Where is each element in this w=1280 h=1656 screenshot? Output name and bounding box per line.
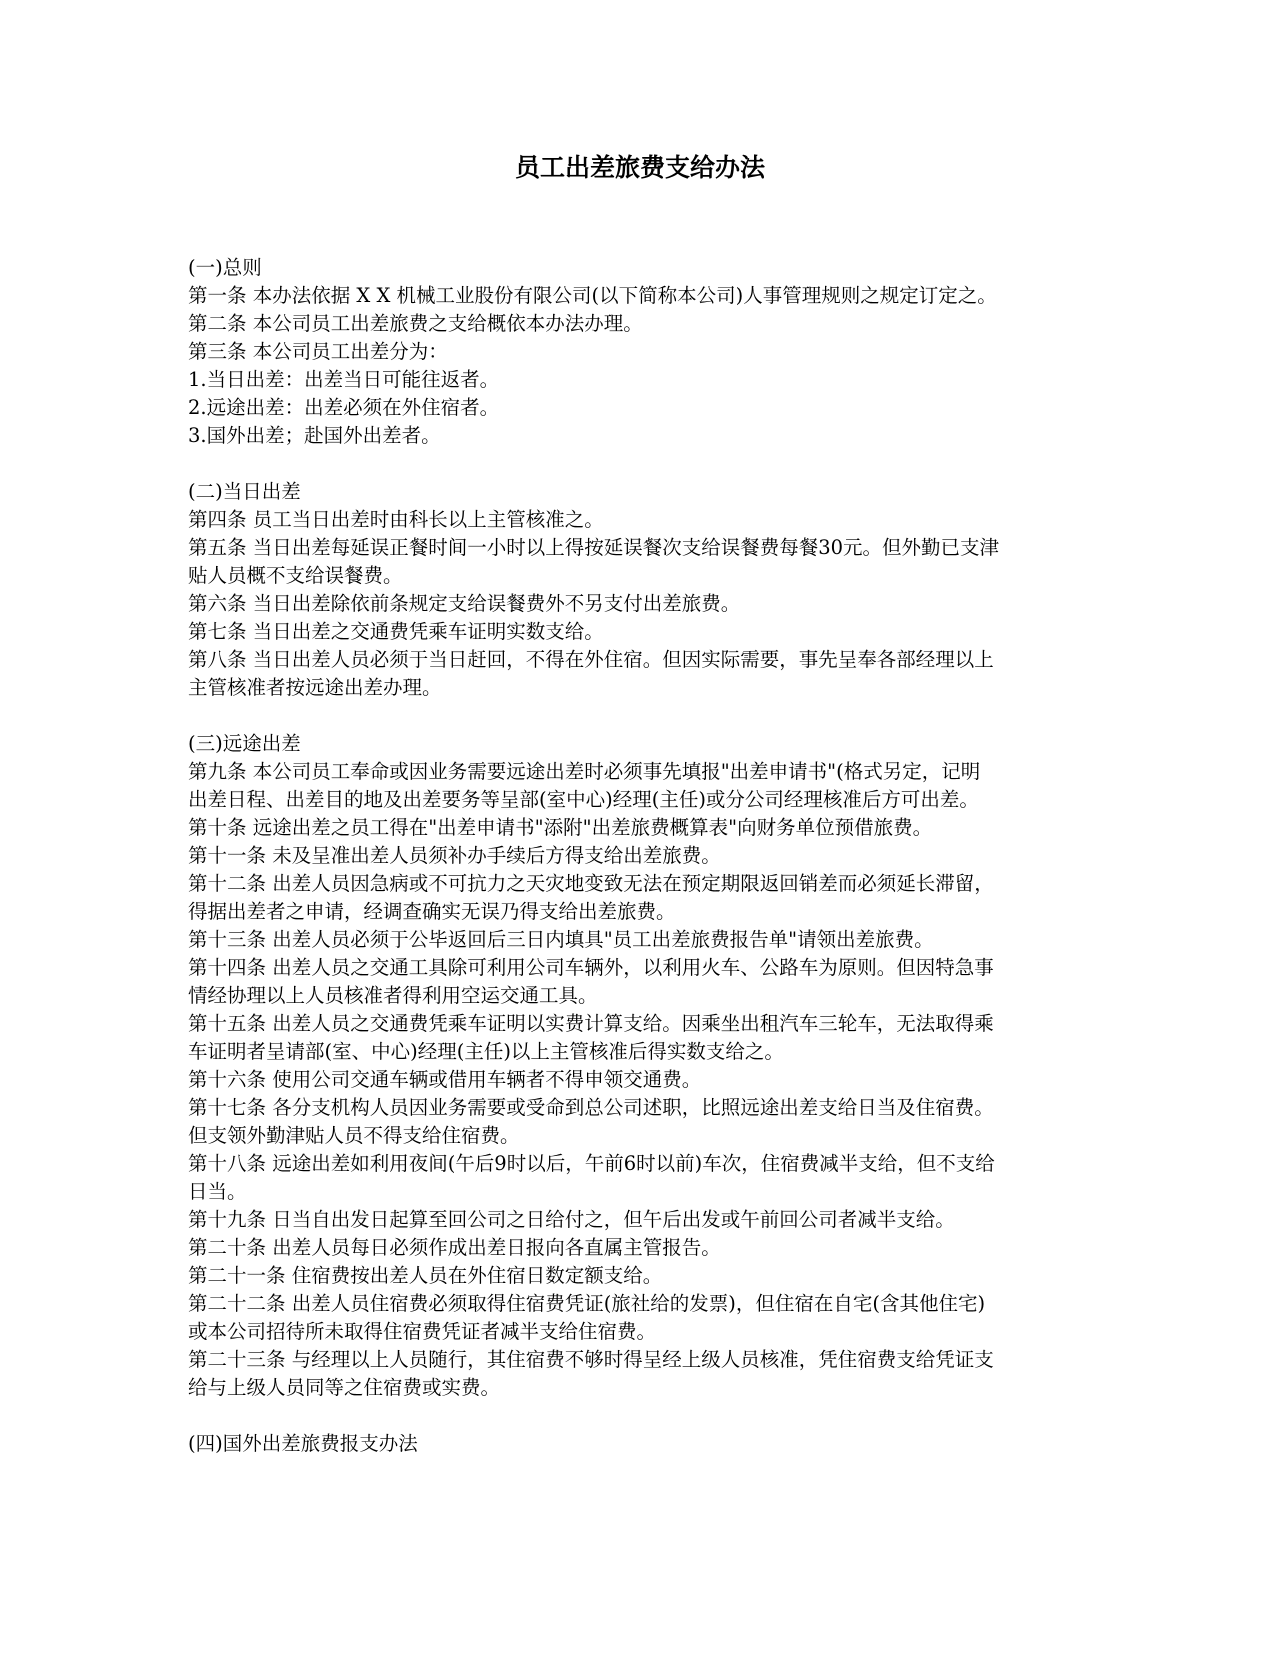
section-gap — [188, 450, 1093, 478]
article-line: 第二十条 出差人员每日必须作成出差日报向各直属主管报告。 — [188, 1236, 721, 1259]
article-line: 第十九条 日当自出发日起算至回公司之日给付之，但午后出发或午前回公司者减半支给。 — [188, 1208, 955, 1231]
article-line: 第七条 当日出差之交通费凭乘车证明实数支给。 — [188, 620, 604, 643]
article-line: 第五条 当日出差每延误正餐时间一小时以上得按延误餐次支给误餐费每餐30元。但外勤已支津 — [188, 536, 1000, 559]
article-line: 1.当日出差：出差当日可能往返者。 — [188, 368, 500, 391]
article-line: 第二十二条 出差人员住宿费必须取得住宿费凭证(旅社给的发票)，但住宿在自宅(含其他住宅) — [188, 1292, 986, 1315]
article-line: 情经协理以上人员核准者得利用空运交通工具。 — [188, 984, 598, 1007]
section-heading: (一)总则 — [188, 256, 262, 279]
article-line: 第一条 本办法依据 X X 机械工业股份有限公司(以下简称本公司)人事管理规则之规定订定之。 — [188, 284, 997, 307]
article-line: 第二十一条 住宿费按出差人员在外住宿日数定额支给。 — [188, 1264, 663, 1287]
article-line: 第十一条 未及呈准出差人员须补办手续后方得支给出差旅费。 — [188, 844, 721, 867]
article-line: 或本公司招待所未取得住宿费凭证者减半支给住宿费。 — [188, 1320, 657, 1343]
article-line: 第九条 本公司员工奉命或因业务需要远途出差时必须事先填报"出差申请书"(格式另定，记明 — [188, 760, 981, 783]
article-line: 日当。 — [188, 1180, 247, 1203]
section-gap — [188, 702, 1093, 730]
article-line: 第十六条 使用公司交通车辆或借用车辆者不得申领交通费。 — [188, 1068, 702, 1091]
section-gap — [188, 1402, 1093, 1430]
article-line: 给与上级人员同等之住宿费或实费。 — [188, 1376, 501, 1399]
article-line: 3.国外出差；赴国外出差者。 — [188, 424, 441, 447]
article-line: 第四条 员工当日出差时由科长以上主管核准之。 — [188, 508, 604, 531]
article-line: 出差日程、出差目的地及出差要务等呈部(室中心)经理(主任)或分公司经理核准后方可出差。 — [188, 788, 979, 811]
document-body — [188, 254, 1093, 1458]
section-heading: (四)国外出差旅费报支办法 — [188, 1432, 418, 1455]
article-line: 第三条 本公司员工出差分为： — [188, 340, 448, 363]
article-line: 2.远途出差：出差必须在外住宿者。 — [188, 396, 500, 419]
article-line: 第八条 当日出差人员必须于当日赶回，不得在外住宿。但因实际需要，事先呈奉各部经理以上 — [188, 648, 994, 671]
section-heading: (三)远途出差 — [188, 732, 301, 755]
article-line: 车证明者呈请部(室、中心)经理(主任)以上主管核准后得实数支给之。 — [188, 1040, 784, 1063]
article-line: 第十二条 出差人员因急病或不可抗力之天灾地变致无法在预定期限返回销差而必须延长滞留， — [188, 872, 994, 895]
document-title: 员工出差旅费支给办法 — [514, 153, 765, 182]
article-line: 第十条 远途出差之员工得在"出差申请书"添附"出差旅费概算表"向财务单位预借旅费。 — [188, 816, 933, 839]
article-line: 贴人员概不支给误餐费。 — [188, 564, 403, 587]
article-line: 第十七条 各分支机构人员因业务需要或受命到总公司述职，比照远途出差支给日当及住宿费。 — [188, 1096, 994, 1119]
article-line: 第十五条 出差人员之交通费凭乘车证明以实费计算支给。因乘坐出租汽车三轮车，无法取得乘 — [188, 1012, 994, 1035]
article-line: 但支领外勤津贴人员不得支给住宿费。 — [188, 1124, 520, 1147]
article-line: 第十四条 出差人员之交通工具除可利用公司车辆外，以利用火车、公路车为原则。但因特急事 — [188, 956, 994, 979]
article-line: 第二条 本公司员工出差旅费之支给概依本办法办理。 — [188, 312, 643, 335]
article-line: 第十八条 远途出差如利用夜间(午后9时以后，午前6时以前)车次，住宿费减半支给，但不支给 — [188, 1152, 995, 1175]
article-line: 主管核准者按远途出差办理。 — [188, 676, 442, 699]
article-line: 第十三条 出差人员必须于公毕返回后三日内填具"员工出差旅费报告单"请领出差旅费。 — [188, 928, 934, 951]
article-line: 第二十三条 与经理以上人员随行，其住宿费不够时得呈经上级人员核准，凭住宿费支给凭证支 — [188, 1348, 994, 1371]
article-line: 得据出差者之申请，经调查确实无误乃得支给出差旅费。 — [188, 900, 676, 923]
section-heading: (二)当日出差 — [188, 480, 301, 503]
article-line: 第六条 当日出差除依前条规定支给误餐费外不另支付出差旅费。 — [188, 592, 741, 615]
